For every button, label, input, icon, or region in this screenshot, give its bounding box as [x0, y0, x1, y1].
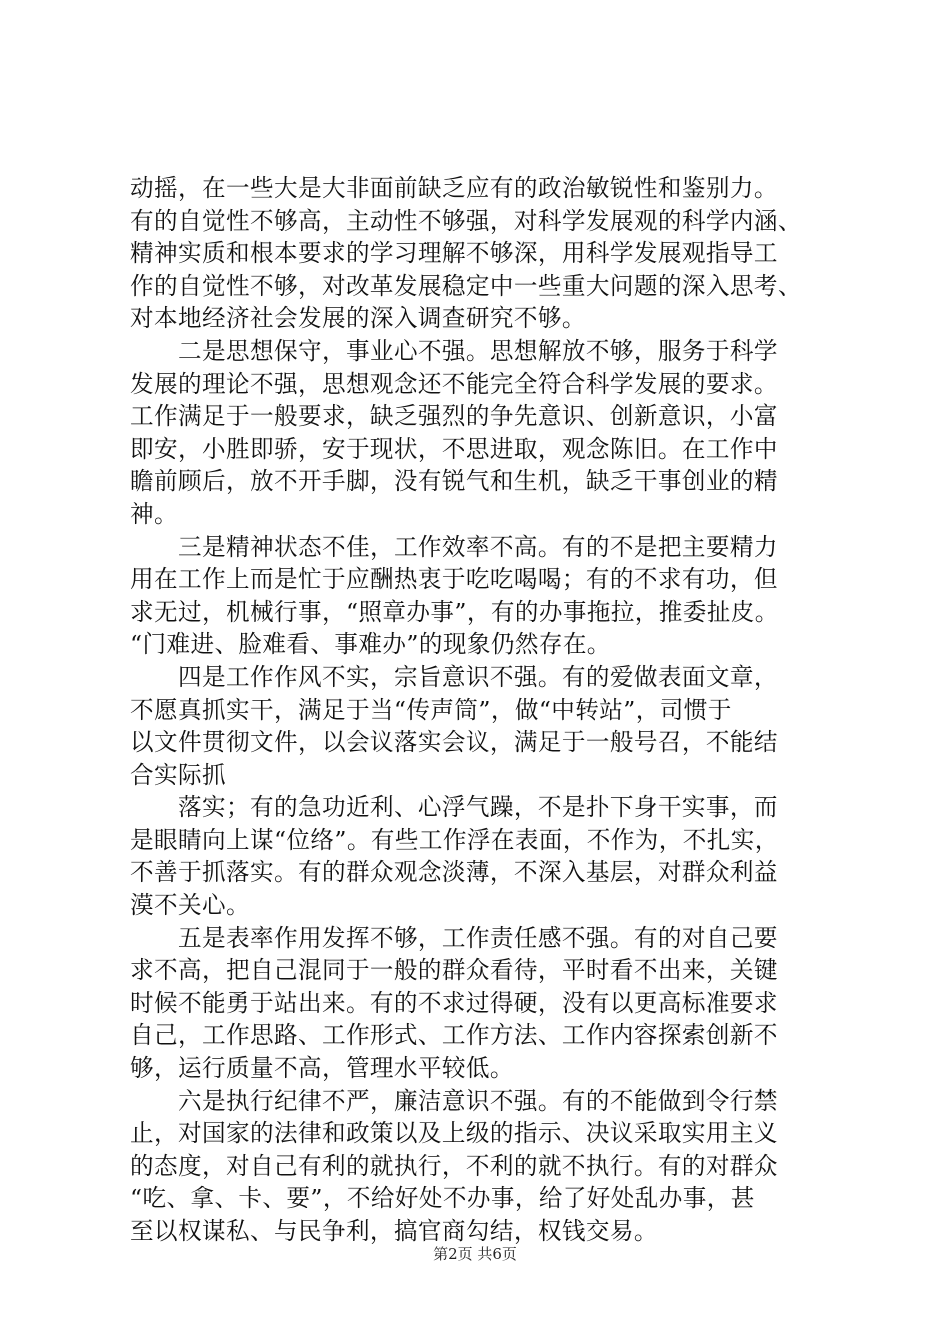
text-line: “吃、拿、卡、要”，不给好处不办事，给了好处乱办事，甚 — [130, 1184, 755, 1213]
text-line: 五是表率作用发挥不够，工作责任感不强。有的对自己要 — [178, 923, 778, 952]
text-line: 求不高，把自己混同于一般的群众看待，平时看不出来，关键 — [130, 956, 778, 985]
text-line: 瞻前顾后，放不开手脚，没有锐气和生机，缺乏干事创业的精 — [130, 467, 778, 496]
text-line: 不愿真抓实干，满足于当“传声筒”，做“中转站”，司惯于 — [130, 695, 732, 724]
text-line: 四是工作作风不实，宗旨意识不强。有的爱做表面文章， — [178, 662, 778, 691]
text-line: 用在工作上而是忙于应酬热衷于吃吃喝喝；有的不求有功，但 — [130, 565, 778, 594]
text-line: 以文件贯彻文件，以会议落实会议，满足于一般号召，不能结 — [130, 728, 778, 757]
text-line: 作的自觉性不够，对改革发展稳定中一些重大问题的深入思考、 — [130, 271, 802, 300]
text-line: 自己，工作思路、工作形式、工作方法、工作内容探索创新不 — [130, 1021, 778, 1050]
text-line: 二是思想保守，事业心不强。思想解放不够，服务于科学 — [178, 336, 778, 365]
text-line: 合实际抓 — [130, 760, 226, 789]
text-line: 六是执行纪律不严，廉洁意识不强。有的不能做到令行禁 — [178, 1086, 778, 1115]
document-body — [130, 172, 830, 1248]
text-line: 动摇，在一些大是大非面前缺乏应有的政治敏锐性和鉴别力。 — [130, 174, 778, 202]
text-line: 发展的理论不强，思想观念还不能完全符合科学发展的要求。 — [130, 369, 778, 398]
text-line: 的态度，对自己有利的就执行，不利的就不执行。有的对群众 — [130, 1151, 778, 1180]
text-line: 是眼睛向上谋“位络”。有些工作浮在表面，不作为，不扎实， — [130, 825, 779, 854]
text-line: “门难进、脸难看、事难办”的现象仍然存在。 — [130, 630, 611, 659]
text-line: 止，对国家的法律和政策以及上级的指示、决议采取实用主义 — [130, 1119, 778, 1148]
text-line: 对本地经济社会发展的深入调查研究不够。 — [130, 304, 586, 333]
text-line: 落实；有的急功近利、心浮气躁，不是扑下身干实事，而 — [178, 793, 778, 822]
text-line: 精神实质和根本要求的学习理解不够深，用科学发展观指导工 — [130, 239, 778, 268]
text-line: 三是精神状态不佳，工作效率不高。有的不是把主要精力 — [178, 532, 778, 561]
text-line: 不善于抓落实。有的群众观念淡薄，不深入基层，对群众利益 — [130, 858, 778, 887]
text-line: 求无过，机械行事，“照章办事”，有的办事拖拉，推委扯皮。 — [130, 597, 779, 626]
text-line: 工作满足于一般要求，缺乏强烈的争先意识、创新意识，小富 — [130, 402, 778, 431]
text-line: 即安，小胜即骄，安于现状，不思进取，观念陈旧。在工作中 — [130, 434, 778, 463]
page-number-footer: 第2页 共6页 — [433, 1245, 517, 1263]
text-line: 够，运行质量不高，管理水平较低。 — [130, 1054, 514, 1083]
text-line: 至以权谋私、与民争利，搞官商勾结，权钱交易。 — [130, 1217, 658, 1245]
text-line: 漠不关心。 — [130, 891, 250, 920]
text-line: 有的自觉性不够高，主动性不够强，对科学发展观的科学内涵、 — [130, 206, 802, 235]
text-line: 神。 — [130, 499, 178, 528]
text-line: 时候不能勇于站出来。有的不求过得硬，没有以更高标准要求 — [130, 988, 778, 1017]
